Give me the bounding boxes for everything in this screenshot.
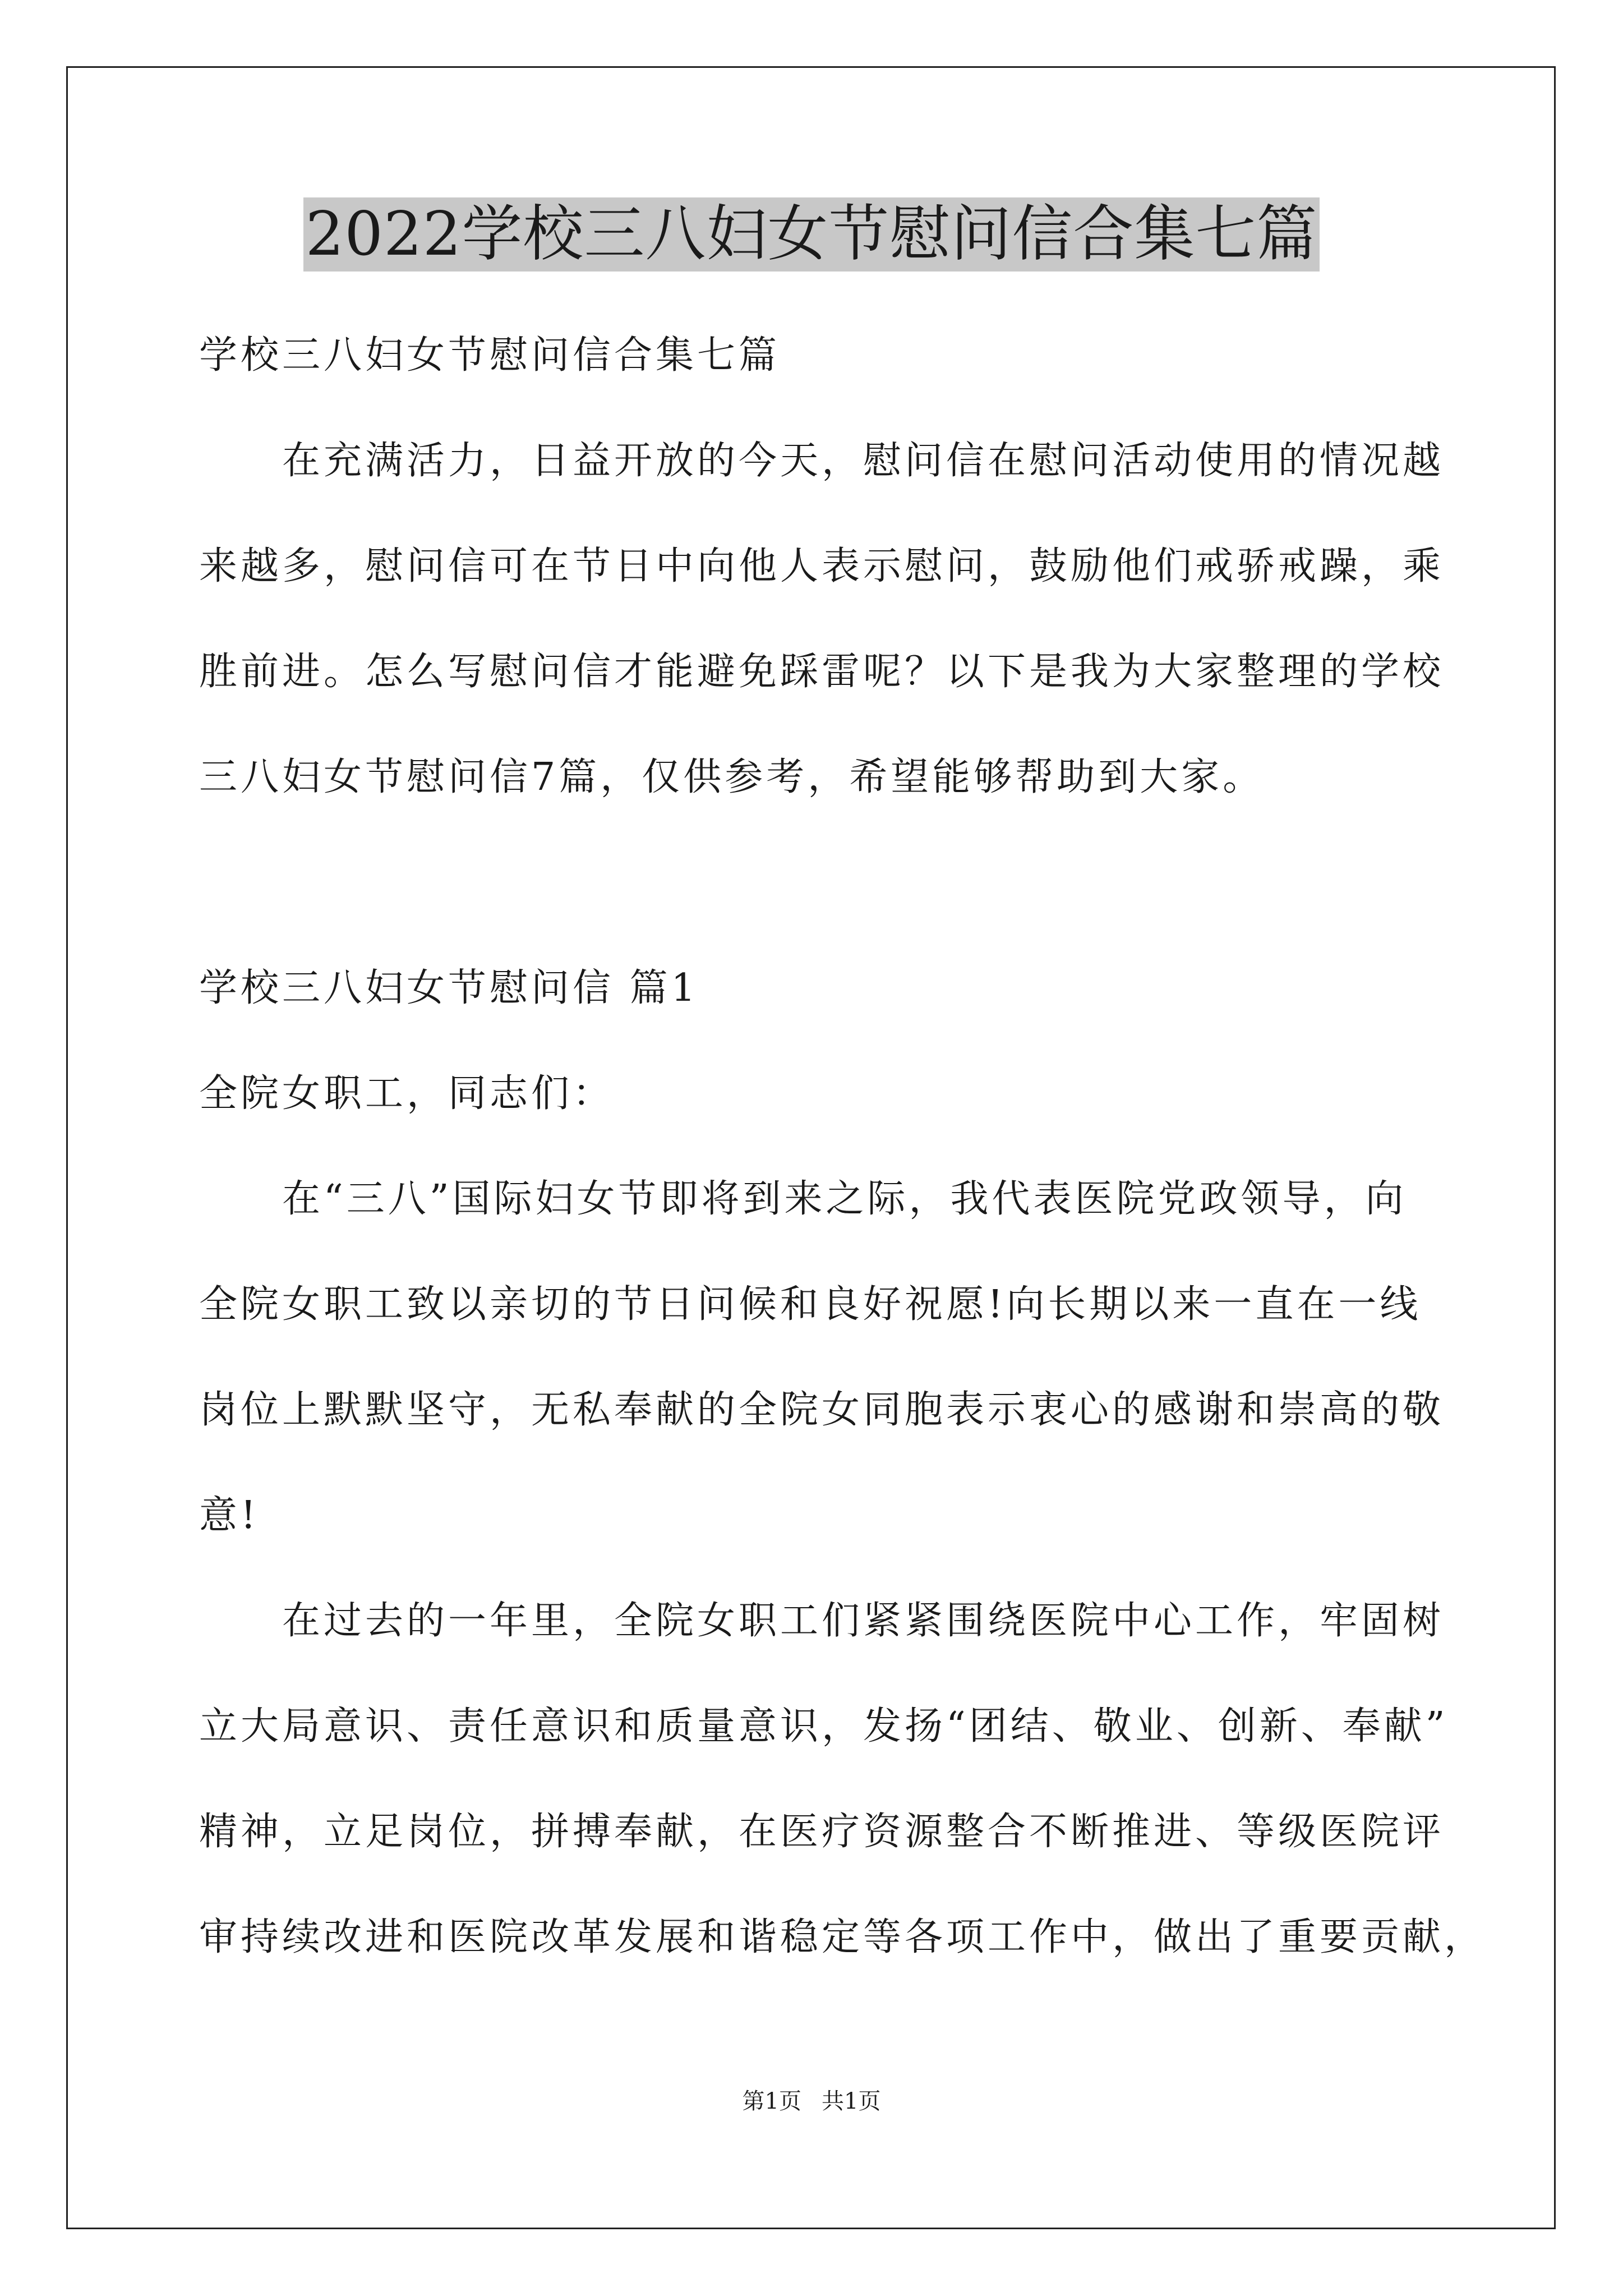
page-number: 第1页: [742, 2088, 801, 2114]
page-footer: [0, 2086, 1623, 2117]
paragraph-line: 意!: [199, 1493, 260, 1538]
title-container: [0, 197, 1623, 272]
paragraph-line: 胜前进。怎么写慰问信才能避免踩雷呢？以下是我为大家整理的学校: [199, 650, 1445, 694]
page-total: 共1页: [822, 2088, 881, 2114]
paragraph-line: 来越多，慰问信可在节日中向他人表示慰问，鼓励他们戒骄戒躁，乘: [199, 544, 1445, 588]
paragraph-line: 在充满活力，日益开放的今天，慰问信在慰问活动使用的情况越: [199, 439, 1445, 483]
paragraph-line: 岗位上默默坚守，无私奉献的全院女同胞表示衷心的感谢和崇高的敬: [199, 1388, 1445, 1432]
paragraph-line: 审持续改进和医院改革发展和谐稳定等各项工作中，做出了重要贡献，: [199, 1915, 1486, 1959]
paragraph-line: 精神，立足岗位，拼搏奉献，在医疗资源整合不断推进、等级医院评: [199, 1810, 1445, 1854]
document-title: 2022学校三八妇女节慰问信合集七篇: [303, 197, 1320, 272]
subtitle-line: 学校三八妇女节慰问信合集七篇: [199, 333, 781, 378]
section-heading: 学校三八妇女节慰问信 篇1: [199, 966, 699, 1010]
document-body: [199, 303, 1486, 1990]
paragraph-line: 三八妇女节慰问信7篇，仅供参考，希望能够帮助到大家。: [199, 755, 1265, 799]
paragraph-line: 立大局意识、责任意识和质量意识，发扬“团结、敬业、创新、奉献”: [199, 1704, 1449, 1749]
paragraph-line: 在“三八”国际妇女节即将到来之际，我代表医院党政领导，向: [199, 1177, 1407, 1221]
paragraph-line: 全院女职工致以亲切的节日问候和良好祝愿!向长期以来一直在一线: [199, 1282, 1422, 1327]
salutation-line: 全院女职工，同志们：: [199, 1071, 615, 1116]
paragraph-line: 在过去的一年里，全院女职工们紧紧围绕医院中心工作，牢固树: [199, 1599, 1445, 1643]
blank-line: [199, 830, 1427, 936]
